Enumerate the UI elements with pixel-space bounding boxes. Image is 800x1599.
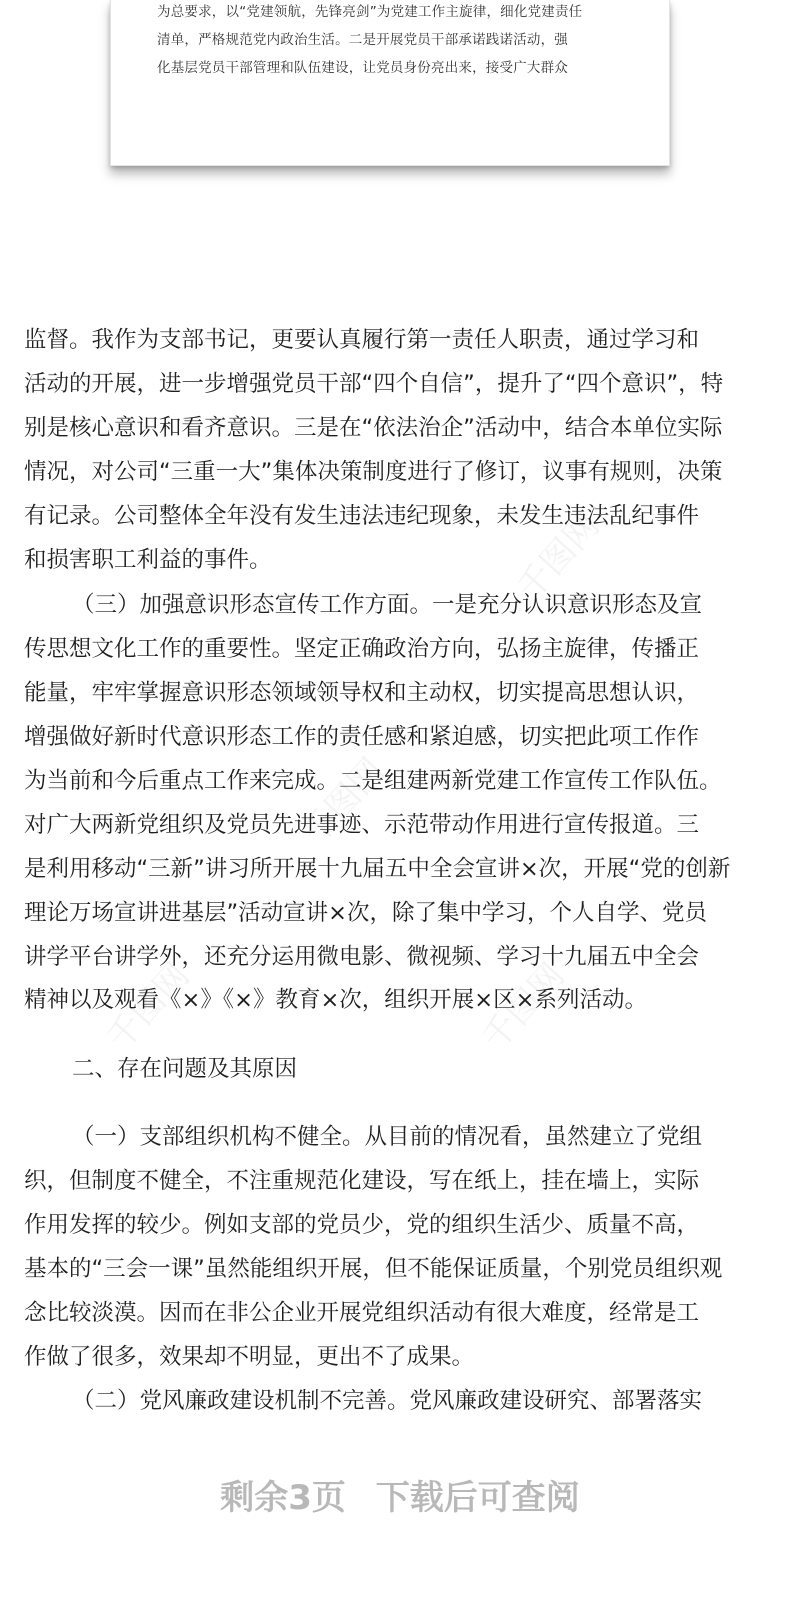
body-text-line: 传思想文化工作的重要性。坚定正确政治方向，弘扬主旋律，传播正	[24, 636, 700, 662]
body-text-line: 理论万场宣讲进基层”活动宣讲×次，除了集中学习，个人自学、党员	[24, 900, 708, 926]
previous-page-preview	[110, 0, 670, 166]
body-text-line: 能量，牢牢掌握意识形态领域领导权和主动权，切实提高思想认识，	[24, 680, 700, 706]
body-text-line: 作做了很多，效果却不明显，更出不了成果。	[24, 1344, 475, 1370]
download-prompt[interactable]: 剩余3页 下载后可查阅	[220, 1478, 580, 1518]
watermark: 千图网	[99, 955, 198, 1059]
body-text-line: 有记录。公司整体全年没有发生违法违纪现象，未发生违法乱纪事件	[24, 503, 700, 529]
section-heading-1: （一）支部组织机构不健全。从目前的情况看，虽然建立了党组	[72, 1124, 703, 1150]
body-text-line: 情况，对公司“三重一大”集体决策制度进行了修订，议事有规则，决策	[24, 459, 723, 485]
chapter-heading: 二、存在问题及其原因	[72, 1056, 298, 1082]
body-text-line: 是利用移动“三新”讲习所开展十九届五中全会宣讲×次，开展“党的创新	[24, 856, 731, 882]
section-heading-3: （三）加强意识形态宣传工作方面。一是充分认识意识形态及宣	[72, 592, 703, 618]
body-text-line: 增强做好新时代意识形态工作的责任感和紧迫感，切实把此项工作作	[24, 724, 700, 750]
body-text-line: 织，但制度不健全，不注重规范化建设，写在纸上，挂在墙上，实际	[24, 1168, 700, 1194]
body-text-line: 精神以及观看《×》《×》教育×次，组织开展×区×系列活动。	[24, 987, 648, 1013]
watermark: 千图网	[294, 750, 393, 854]
body-text-line: 对广大两新党组织及党员先进事迹、示范带动作用进行宣传报道。三	[24, 812, 700, 838]
body-text-line: 讲学平台讲学外，还充分运用微电影、微视频、学习十九届五中全会	[24, 944, 700, 970]
preview-text-line: 为总要求，以“党建领航，先锋亮剑”为党建工作主旋律，细化党建责任	[157, 4, 583, 20]
body-text-line: 活动的开展，进一步增强党员干部“四个自信”，提升了“四个意识”，特	[24, 371, 724, 397]
body-text-line: 作用发挥的较少。例如支部的党员少，党的组织生活少、质量不高，	[24, 1212, 700, 1238]
section-heading-2: （二）党风廉政建设机制不完善。党风廉政建设研究、部署落实	[72, 1388, 703, 1414]
body-text-line: 和损害职工利益的事件。	[24, 547, 272, 573]
preview-text-line: 清单，严格规范党内政治生活。二是开展党员干部承诺践诺活动，强	[157, 32, 568, 48]
watermark: 千图网	[509, 505, 608, 609]
body-text-line: 念比较淡漠。因而在非公企业开展党组织活动有很大难度，经常是工	[24, 1300, 700, 1326]
preview-text-line: 化基层党员干部管理和队伍建设，让党员身份亮出来，接受广大群众	[157, 60, 568, 76]
body-text-line: 为当前和今后重点工作来完成。二是组建两新党建工作宣传工作队伍。	[24, 768, 722, 794]
body-text-line: 基本的“三会一课”虽然能组织开展，但不能保证质量，个别党员组织观	[24, 1256, 723, 1282]
body-text-line: 别是核心意识和看齐意识。三是在“依法治企”活动中，结合本单位实际	[24, 415, 723, 441]
watermark: 千图网	[474, 955, 573, 1059]
body-text-line: 监督。我作为支部书记，更要认真履行第一责任人职责，通过学习和	[24, 327, 700, 353]
